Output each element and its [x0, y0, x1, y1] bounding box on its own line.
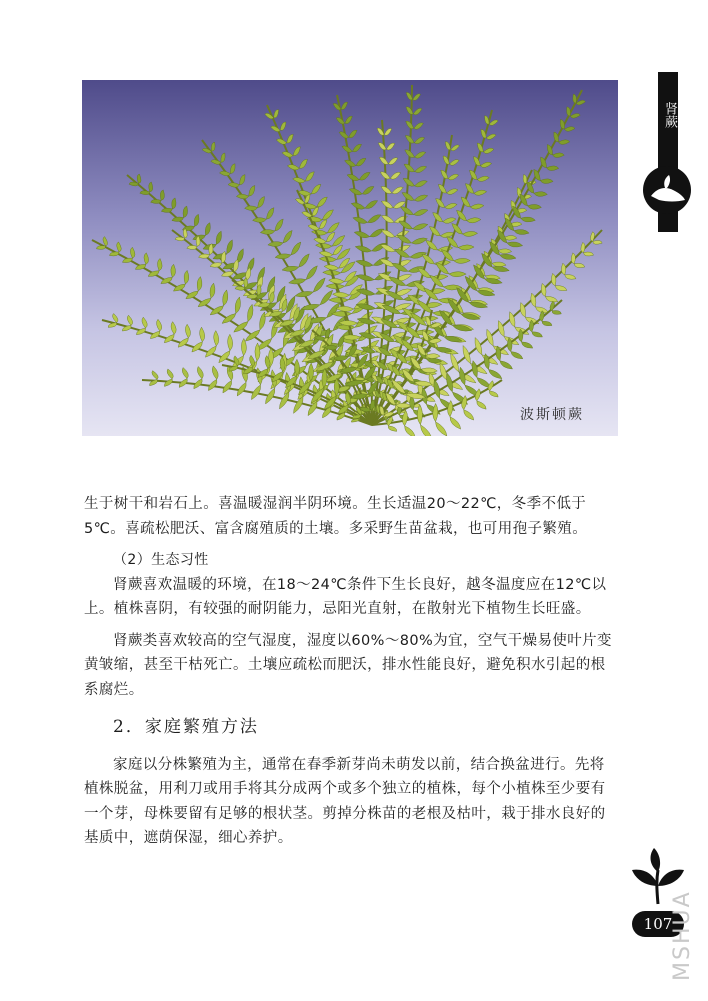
page-number: 107 — [632, 911, 684, 937]
leaf-emblem-icon — [643, 166, 691, 214]
paragraph: 肾蕨喜欢温暖的环境，在18～24℃条件下生长良好，越冬温度应在12℃以上。植株喜阴，有较强的耐阴能力，忌阳光直射，在散射光下植物生长旺盛。 — [84, 576, 607, 617]
subheading: （2）生态习性 — [113, 552, 209, 568]
leaf-emblem — [643, 166, 691, 214]
section-heading: 2．家庭繁殖方法 — [113, 717, 259, 737]
boston-fern-illustration — [82, 80, 618, 436]
watermark: MSHUA — [670, 890, 695, 982]
paragraph: 家庭以分株繁殖为主，通常在春季新芽尚未萌发以前，结合换盆进行。先将植株脱盆，用利刀或用手将其分成两个或多个独立的植株，每个小植株至少要有一个芽，母株要留有足够的根状茎。剪掉分株苗的老根及枯叶，栽于排水良好的基质中，遮荫保湿，细心养护。 — [84, 756, 606, 846]
article-body — [84, 492, 612, 851]
fern-frond — [372, 90, 585, 425]
chapter-title: 肾蕨 — [662, 102, 677, 128]
photo-caption: 波斯顿蕨 — [520, 407, 584, 423]
paragraph: 生于树干和岩石上。喜温暖湿润半阴环境。生长适温20～22℃，冬季不低于5℃。喜疏松肥沃、富含腐殖质的土壤。多采野生苗盆栽，也可用孢子繁殖。 — [84, 496, 588, 537]
paragraph: 肾蕨类喜欢较高的空气湿度，湿度以60%～80%为宜，空气干燥易使叶片变黄皱缩，甚至干枯死亡。土壤应疏松而肥沃，排水性能良好，避免积水引起的根系腐烂。 — [84, 632, 612, 698]
fern-photo — [82, 80, 618, 436]
